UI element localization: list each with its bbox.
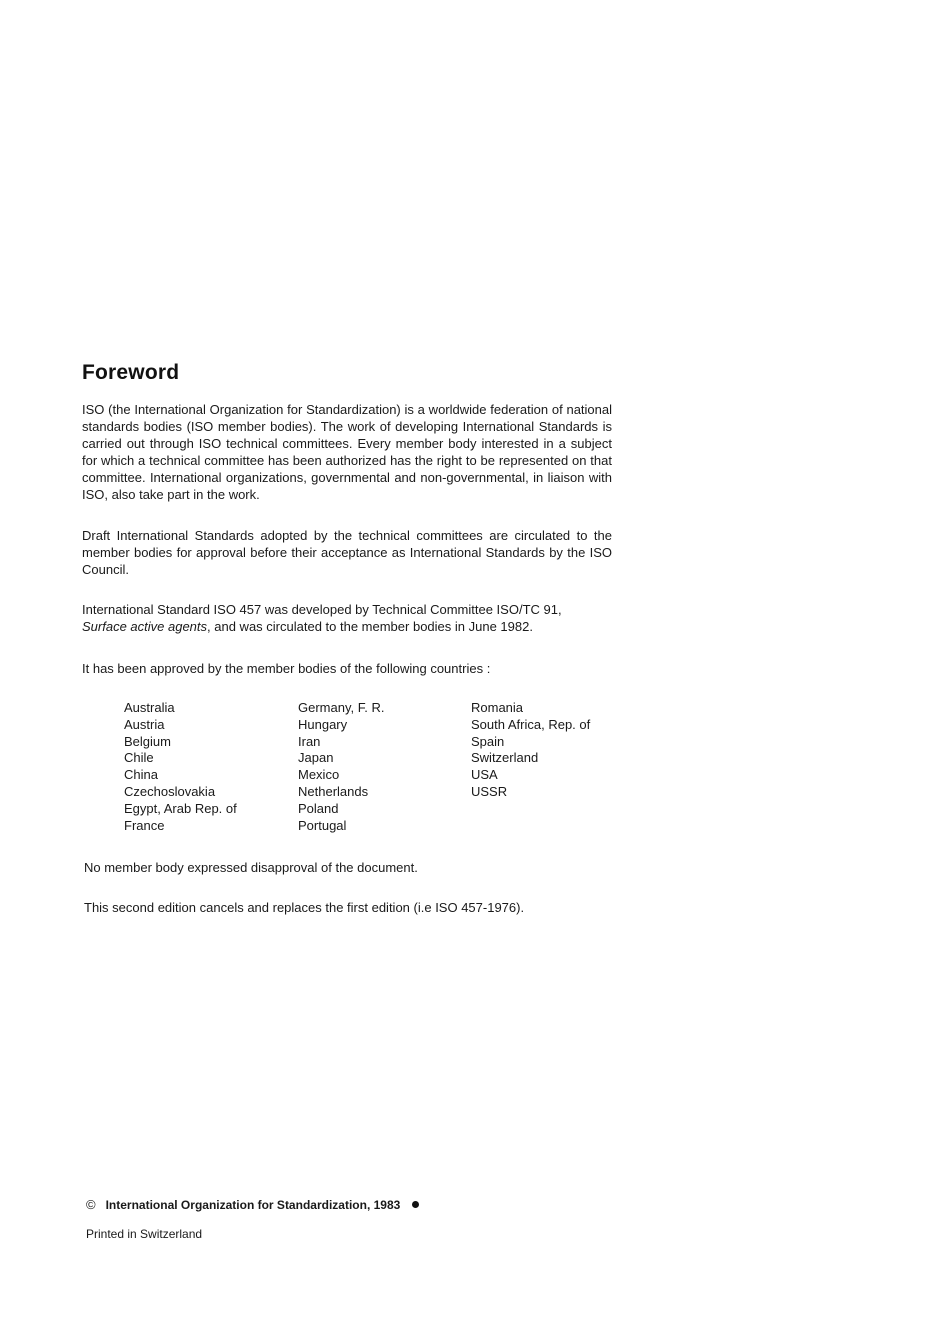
paragraph-draft-standards: Draft International Standards adopted by the technical committees are circulated to the member bodies for approval before their acceptance as International Standards by the ISO Council. [82, 528, 612, 577]
country-item: Hungary [298, 716, 348, 732]
country-item: South Africa, Rep. of [471, 716, 591, 732]
paragraph-iso-description: ISO (the International Organization for Standardization) is a worldwide federation of national standards bodies (ISO member bodies). The work of developing International Standards is carried out through ISO technical committees. Every member body interested in a subject for which a technical committee has been authorized has the right to be represented on that committee. International organizations, governmental and non-governmental, in liaison with ISO, also take part in the work. [82, 402, 612, 502]
country-item: USSR [471, 783, 508, 799]
country-item: Portugal [298, 817, 347, 833]
country-item: China [124, 767, 158, 783]
committee-name: Surface active agents [82, 619, 208, 634]
country-item: Austria [124, 716, 165, 732]
paragraph-approval-intro: It has been approved by the member bodies of the following countries : [82, 661, 491, 676]
country-item: Spain [471, 733, 505, 749]
country-item: France [124, 817, 165, 833]
country-item: Netherlands [298, 783, 369, 799]
country-item: Germany, F. R. [298, 700, 385, 715]
paragraph-standard-development-start: International Standard ISO 457 was developed by Technical Committee ISO/TC 91, [82, 602, 562, 617]
country-item: Japan [298, 750, 334, 766]
paragraph-standard-development-end: , and was circulated to the member bodies in June 1982. [207, 619, 533, 634]
country-item: Czechoslovakia [124, 783, 216, 799]
country-item: Chile [124, 750, 154, 766]
paragraph-standard-development [82, 601, 612, 635]
country-column-2 [298, 700, 384, 834]
page-title: Foreword [82, 361, 180, 384]
copyright-line [86, 1197, 419, 1212]
country-item: Switzerland [471, 750, 539, 766]
country-column-3 [471, 700, 590, 801]
country-item: Iran [298, 733, 321, 749]
country-item: USA [471, 767, 498, 783]
copyright-text: International Organization for Standardization, 1983 [105, 1198, 401, 1212]
printed-location: Printed in Switzerland [86, 1227, 203, 1241]
country-item: Romania [471, 700, 524, 715]
country-item: Belgium [124, 733, 171, 749]
country-item: Poland [298, 800, 339, 816]
paragraph-no-disapproval: No member body expressed disapproval of the document. [84, 860, 418, 875]
country-item: Mexico [298, 767, 340, 783]
country-column-1 [124, 700, 237, 834]
country-item: Australia [124, 700, 175, 715]
country-item: Egypt, Arab Rep. of [124, 800, 237, 816]
copyright-icon: © [86, 1197, 96, 1212]
paragraph-edition-note: This second edition cancels and replaces the first edition (i.e ISO 457-1976). [84, 900, 525, 915]
bullet-icon [412, 1201, 419, 1208]
